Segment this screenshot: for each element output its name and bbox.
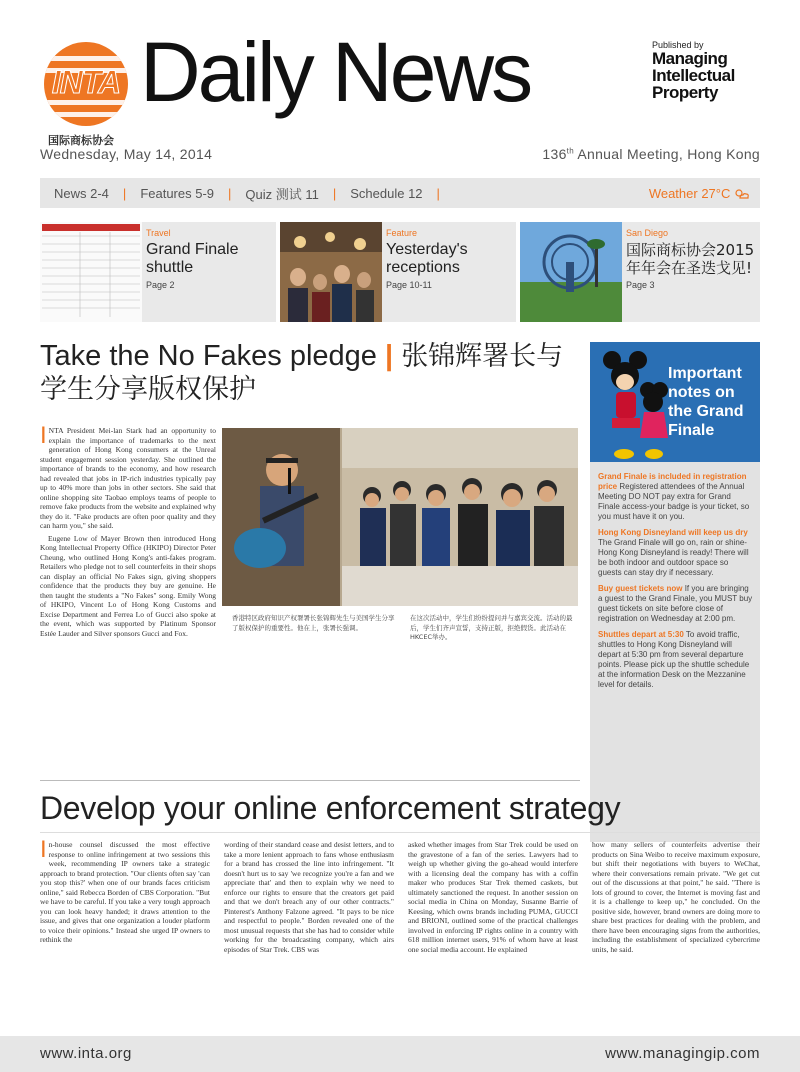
- sidebar-title: Important notes on the Grand Finale: [668, 365, 744, 439]
- nav-item-weather[interactable]: Weather 27°C: [649, 186, 760, 201]
- sidebar-note: Grand Finale is included in registration price Registered attendees of the Annual Meeting DO NOT pay extra for Grand Finale access-your badge is your ticket, so you must have it on you.: [598, 472, 750, 521]
- nav-separator: |: [332, 185, 337, 201]
- teaser-san-diego[interactable]: [520, 222, 760, 322]
- article1-cn-column-2: 在这次活动中，学生们纷纷提问并与嘉宾交流。活动的最后，学生们齐声宣誓，支持正版，拒绝假货。此活动在HKCEC举办。: [410, 614, 573, 641]
- nav-separator: |: [436, 185, 440, 201]
- article2-column-2: wording of their standard cease and desist letters, and to take a more lenient approach to fans whose enthusiasm for a brand has crossed the line into infringement. "It doesn't hurt us to say 'we recognize you're a fan and we appreciate that' and then to explain why we need to enforce our rights to ensure that the creators get paid and that we don't breach any of our other contracts." Pinterest's Anthony Falzone agreed. "It pays to be nice and respectful to people." Borden revealed one of the most unusual requests that she has had to consider while working for the broadcasting company, which airs episodes of Star Trek. CBS was: [224, 840, 394, 954]
- teaser-category: Feature: [386, 228, 418, 238]
- teaser-category: San Diego: [626, 228, 669, 238]
- masthead: [40, 25, 760, 150]
- logo-subtitle: 国际商标协会: [48, 134, 114, 147]
- section-nav: [40, 178, 760, 208]
- dropcap: I: [40, 426, 47, 449]
- dropcap: I: [40, 840, 47, 863]
- footer-link-managingip[interactable]: www.managingip.com: [605, 1045, 760, 1062]
- teaser-headline: Grand Finale shuttle: [146, 241, 239, 276]
- grand-finale-sidebar: [590, 342, 760, 842]
- mickey-minnie-illustration: [590, 342, 670, 462]
- newspaper-title: Daily News: [140, 25, 531, 119]
- section-divider: [40, 780, 580, 781]
- nav-separator: |: [122, 185, 127, 201]
- footer-bar: [0, 1036, 800, 1072]
- teaser-page: Page 3: [626, 280, 655, 290]
- sidebar-notes: [598, 472, 754, 696]
- teaser-travel[interactable]: [40, 222, 276, 322]
- publisher-name-3: Property: [652, 83, 718, 102]
- sidebar-note: Buy guest tickets now If you are bringing a guest to the Grand Finale, you MUST buy guest tickets on site before close of registration on Wednesday at 2:00 pm.: [598, 584, 753, 623]
- inta-logo[interactable]: [40, 42, 132, 154]
- teaser-category: Travel: [146, 228, 171, 238]
- meeting-info: 136th Annual Meeting, Hong Kong: [542, 146, 760, 162]
- cloud-sun-icon: [734, 188, 750, 200]
- article2-column-3: asked whether images from Star Trek could be used on the gravestone of a fan of the series. Lawyers had to weigh up whether giving the go-ahead would interfere with a licensing deal the company has with a coffin maker who produces Star Trek themed caskets, but ultimately sanctioned the request. In another session on social media in China on Monday, Susanne Barrie of Keesing, which owns brands including PUMA, GUCCI and BRIONI, outlined some of the practical challenges involved in enforcing IP rights online in a country with 618 million internet users, 91% of whom have at least one social media account. He explained: [408, 840, 578, 954]
- article1-photo-students: [222, 428, 578, 606]
- nav-item-features[interactable]: Features 5-9: [140, 185, 215, 201]
- teaser-thumbnail-schedule-table: [40, 222, 142, 322]
- teaser-thumbnail-san-diego-photo: [520, 222, 622, 322]
- publisher-block: [652, 40, 772, 101]
- article1-headline[interactable]: Take the No Fakes pledge | 张锦辉署长与学生分享版权保护: [40, 340, 564, 405]
- footer-link-inta[interactable]: www.inta.org: [40, 1045, 132, 1062]
- sidebar-banner: [590, 342, 760, 462]
- article2-column-4: how many sellers of counterfeits advertise their products on Sina Weibo to receive maximum exposure, but shift their negotiations with buyers to WeChat, where their conversations remain private. "We get cut out of the discussions at that point," he said. "There is lots of ground to cover, the Internet is moving fast and it is a challenge to keep up," he concluded. On the positive side, however, brand owners are doing more to share best practices for dealing with the problem, and there have been encouraging signs from the authorities, including the establishment of specialized cybercrime units, he said.: [592, 840, 760, 954]
- nav-item-quiz[interactable]: Quiz 测试 11: [245, 186, 319, 202]
- logo-text: INTA: [51, 64, 121, 100]
- article2-column-1: In-house counsel discussed the most effective response to online infringement at two sessions this week, recommending IP owners take a strategic approach to brand protection. "Our clients often say 'can you stop this?' when one of our brands faces criticism online," said Rebecca Borden of CBS Corporation. "But we have to be careful. If you take a very tough approach you can look heavy handed; it draws attention to the issue, and gives that one organization a louder platform to voice their opinions." Instead she urged IP owners to rethink the: [40, 840, 210, 944]
- nav-item-schedule[interactable]: Schedule 12: [350, 185, 423, 201]
- sidebar-note: Hong Kong Disneyland will keep us dry The Grand Finale will go on, rain or shine-Hong Kong Disneyland is ready! There will be both indoor and outdoor space so guests can stay dry if necessary.: [598, 528, 749, 577]
- published-by-label: Published by: [652, 40, 704, 50]
- publisher-name-2: Intellectual: [652, 66, 735, 85]
- teaser-thumbnail-reception-photo: [280, 222, 382, 322]
- article2-headline[interactable]: Develop your online enforcement strategy: [40, 790, 621, 826]
- teaser-headline: Yesterday's receptions: [386, 241, 468, 276]
- teaser-text: [386, 228, 512, 290]
- teaser-page: Page 2: [146, 280, 175, 290]
- teaser-page: Page 10-11: [386, 280, 432, 290]
- teaser-text: [146, 228, 272, 290]
- article1-column-1: INTA President Mei-lan Stark had an opportunity to explain the importance of trademarks to the next generation of Hong Kong consumers at the Unreal student engagement session yesterday. She outlined the importance of brands to the economy, and how research had revealed that jobs in IP-rich industries typically pay up to 40% more than jobs in other sectors. She said that online shopping site Taobao employs teams of people to remove fake products from the website and explained why they do it. "Fake products are often poor quality and they can harm you," she said. Eugene Low of Mayer Brown then introduced Hong Kong Intellectual Property Office (HKIPO) Director Peter Cheung, who outlined Hong Kong's anti-fakes program. Retailers who pledge not to sell counterfeits in their shops can display an official No Fakes sign, giving shoppers confidence that the products they buy are genuine. He then taught the students a "No Fakes" song. Emily Wong of HKIPO, Vincent Lo of Hong Kong Customs and Excise Department and Ferrea Lo of Gucci also spoke at the event, which was supported by Platinum Sponsor Estée Lauder and Silver sponsors Gucci and Fox.: [40, 426, 216, 638]
- nav-separator: |: [228, 185, 232, 201]
- article1-cn-column-1: 香港特区政府知识产权署署长张锦辉先生与美国学生分享了版权保护的重要性。他在上，张署长强调。: [232, 614, 395, 632]
- teaser-feature[interactable]: [280, 222, 516, 322]
- teaser-text: [626, 228, 756, 290]
- sidebar-note: Shuttles depart at 5:30 To avoid traffic, shuttles to Hong Kong Disneyland will depart at 5:30 pm from several departure points. Please pick up the shuttle schedule at the information Desk on the Mezzanine level for details.: [598, 630, 750, 689]
- teaser-headline: 国际商标协会2015年年会在圣迭戈见!: [626, 241, 755, 277]
- teaser-strip: [40, 222, 760, 322]
- issue-date: Wednesday, May 14, 2014: [40, 146, 213, 162]
- headline-rule: [40, 832, 760, 833]
- nav-item-news[interactable]: News 2-4: [54, 185, 109, 201]
- publisher-name-1: Managing: [652, 49, 728, 68]
